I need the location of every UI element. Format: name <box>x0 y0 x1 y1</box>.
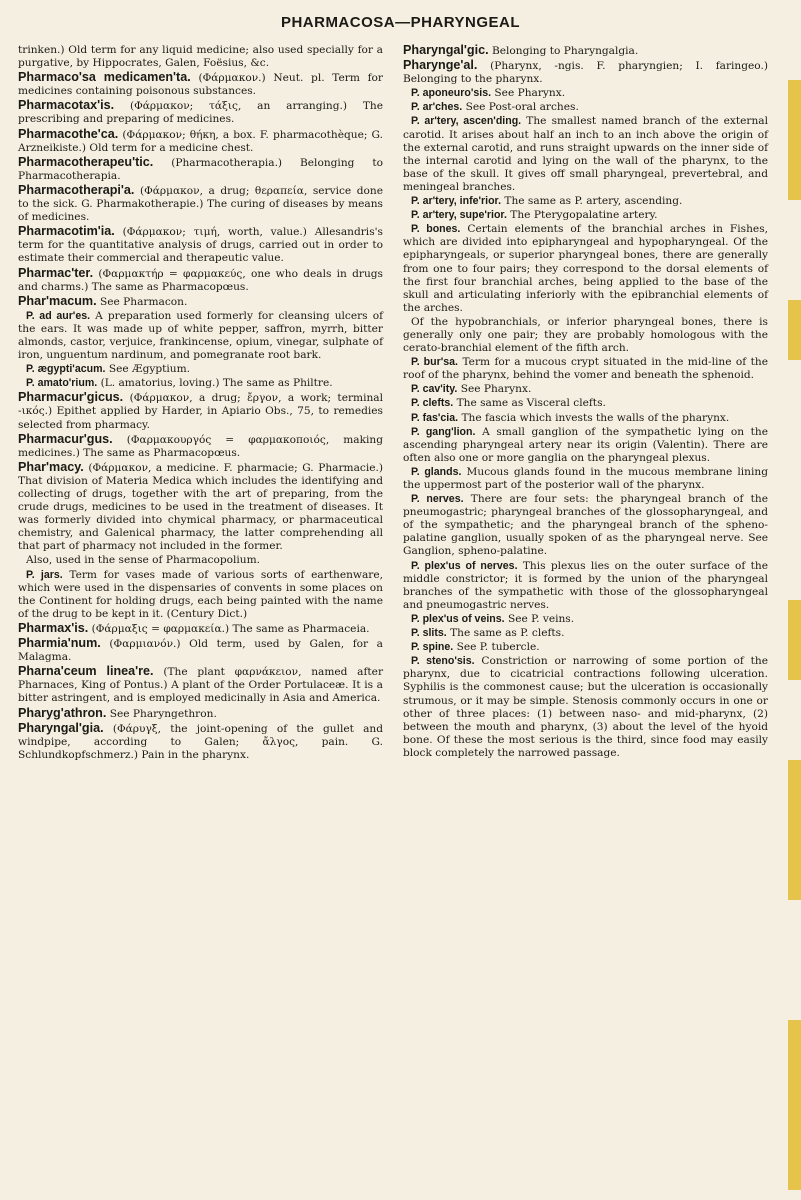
entry-text: Belonging to Pharyngalgia. <box>491 45 639 57</box>
entry-headword: P. ar'tery, ascen'ding. <box>411 115 522 128</box>
dictionary-entry <box>18 128 383 155</box>
dictionary-entry <box>18 267 383 294</box>
dictionary-entry <box>18 363 383 376</box>
entry-text: (Φαρμακτήρ = φαρμακεύς, one who deals in drugs and charms.) The same as Pharmacopœus. <box>18 267 383 293</box>
entry-text: Certain elements of the branchial arches in Fishes, which are divided into epipharyngeal and hypopharyngeal. Of the epipharyngeals, or superior pharyngeal bones, there are generally from one to four pairs; they correspond to the dorsal elements of the first four branchial arches, being applied to the base of the skull and articulating inferiorly with the epibranchial elements of the arches. <box>403 223 768 314</box>
edge-mark <box>788 760 801 900</box>
dictionary-entry <box>403 641 768 654</box>
dictionary-entry <box>18 71 383 98</box>
entry-headword: P. cav'ity. <box>411 383 458 396</box>
edge-mark <box>788 600 801 680</box>
dictionary-entry <box>403 397 768 410</box>
entry-text: Constriction or narrowing of some portion of the pharynx, due to cicatricial contractions following ulceration. Syphilis is the commonest cause; but the ulceration is occasionally strumous, or it may be simple. Stenosis commonly occurs in one or other of three places: (1) between naso- and mid-pharynx, (2) between the mouth and pharynx, (3) about the level of the hyoid bone. Of these the most serious is the third, since food may easily block completely the narrowed passage. <box>403 655 768 759</box>
dictionary-entry <box>18 377 383 390</box>
dictionary-entry <box>403 44 768 58</box>
entry-text: (Pharynx, -ngis. F. pharyngien; I. faringeo.) Belonging to the pharynx. <box>403 60 768 86</box>
dictionary-entry <box>18 637 383 664</box>
entry-headword: P. plex'us of nerves. <box>411 559 518 572</box>
dictionary-entry <box>403 560 768 612</box>
entry-headword: P. ad aur'es. <box>26 309 91 322</box>
entry-text: (Φαρμακουργός = φαρμακοποιός, making medicines.) The same as Pharmacopœus. <box>18 433 383 459</box>
entry-headword: Pharmacur'gicus. <box>18 390 124 405</box>
entry-headword: P. steno'sis. <box>411 655 475 668</box>
dictionary-entry <box>18 622 383 636</box>
entry-headword: Pharynge'al. <box>403 58 478 73</box>
entry-text: Of the hypobranchials, or inferior pharyngeal bones, there is generally only one pair; they are probably homologous with the cerato-branchial element of the fifth arch. <box>403 315 768 355</box>
entry-headword: Pharmacothe'ca. <box>18 126 119 141</box>
entry-headword: P. slits. <box>411 627 447 640</box>
entry-text: See Post-oral arches. <box>465 101 579 114</box>
entry-text: A small ganglion of the sympathetic lying on the ascending pharyngeal artery near its origin (Valentin). There are often also one or more ganglia on the pharyngeal plexus. <box>403 425 768 464</box>
dictionary-entry <box>18 665 383 705</box>
entry-text: See Pharmacon. <box>99 295 188 308</box>
page-edge-marks <box>787 40 801 1200</box>
entry-headword: P. ar'ches. <box>411 101 463 114</box>
dictionary-entry <box>18 225 383 265</box>
entry-text: A preparation used formerly for cleansing ulcers of the ears. It was made up of white pepper, saffron, myrrh, bitter almonds, castor, verjuice, frankincense, opium, vinegar, sulphate of iron, unguentum nardinum, and pomegranate root bark. <box>18 309 383 362</box>
entry-text: (Φάρμακον.) Neut. pl. Term for medicines containing poisonous substances. <box>18 72 383 98</box>
entry-text: Mucous glands found in the mucous membrane lining the uppermost part of the posterior wall of the pharynx. <box>403 465 768 491</box>
dictionary-entry <box>18 433 383 460</box>
dictionary-entry <box>403 655 768 760</box>
entry-text: See Ægyptium. <box>108 363 191 376</box>
entry-text: (L. amatorius, loving.) The same as Philtre. <box>100 377 333 390</box>
dictionary-entry <box>403 466 768 492</box>
entry-headword: Pharyngal'gia. <box>18 720 104 735</box>
entry-headword: P. fas'cia. <box>411 411 459 424</box>
entry-headword: Phar'macy. <box>18 459 84 474</box>
dictionary-entry <box>403 383 768 396</box>
entry-text: (Φάρυγξ, the joint-opening of the gullet and windpipe, according to Galen; ἄλγος, pain. G. Schlundkopfschmerz.) Pain in the pharynx. <box>18 722 383 761</box>
entry-text: The same as P. artery, ascending. <box>504 195 683 208</box>
dictionary-entry <box>18 707 383 721</box>
dictionary-entry <box>18 569 383 621</box>
entry-headword: Pharmaco'sa medicamen'ta. <box>18 70 191 85</box>
dictionary-entry <box>403 613 768 626</box>
edge-mark <box>788 80 801 200</box>
entry-headword: P. aponeuro'sis. <box>411 87 492 100</box>
entry-headword: P. bur'sa. <box>411 356 458 369</box>
dictionary-entry <box>403 195 768 208</box>
entry-headword: Pharyngal'gic. <box>403 43 489 57</box>
entry-headword: P. gang'lion. <box>411 425 476 438</box>
dictionary-entry <box>403 115 768 194</box>
dictionary-entry <box>18 461 383 554</box>
entry-headword: Pharmacotherapeu'tic. <box>18 154 154 169</box>
entry-headword: P. ar'tery, supe'rior. <box>411 209 507 222</box>
entry-text: (Φάρμακον; θήκη, a box. F. pharmacothèque; G. Arzneikiste.) Old term for a medicine chest. <box>18 128 383 154</box>
entry-headword: P. jars. <box>26 568 63 581</box>
entry-headword: P. bones. <box>411 223 461 236</box>
entry-headword: Pharmacotherapi'a. <box>18 182 135 197</box>
entry-text: The smallest named branch of the external carotid. It arises about half an inch to an inch above the origin of the external carotid, and runs straight upwards on the inner side of the internal carotid and lying on the wall of the pharynx, to the base of the skull. It gives off small pharyngeal, prevertebral, and meningeal branches. <box>403 115 768 193</box>
entry-headword: P. plex'us of veins. <box>411 612 505 625</box>
entry-headword: P. nerves. <box>411 493 464 506</box>
entry-text: See Pharynx. <box>460 383 532 396</box>
dictionary-entry <box>18 310 383 362</box>
entry-text: See P. tubercle. <box>456 641 540 654</box>
entry-headword: Pharna'ceum linea're. <box>18 664 154 679</box>
dictionary-entry <box>403 209 768 222</box>
entry-headword: P. ar'tery, infe'rior. <box>411 195 502 208</box>
dictionary-entry <box>18 554 383 567</box>
entry-headword: P. clefts. <box>411 397 454 410</box>
entry-headword: Pharmac'ter. <box>18 265 94 280</box>
entry-headword: Pharmacur'gus. <box>18 431 113 446</box>
dictionary-entry <box>403 356 768 382</box>
entry-headword: P. amato'rium. <box>26 377 98 390</box>
entry-text: The same as P. clefts. <box>450 627 565 640</box>
entry-text: (Φαρμιανόν.) Old term, used by Galen, for a Malagma. <box>18 638 383 664</box>
dictionary-entry <box>403 316 768 355</box>
entry-headword: Pharmacotax'is. <box>18 98 115 113</box>
entry-text: (Φάρμακον; τάξις, an arranging.) The prescribing and preparing of medicines. <box>18 100 383 126</box>
dictionary-entry <box>18 99 383 126</box>
edge-mark <box>788 1020 801 1190</box>
dictionary-entry <box>18 722 383 762</box>
entry-text: The fascia which invests the walls of the pharynx. <box>461 411 730 424</box>
dictionary-entry <box>403 87 768 100</box>
dictionary-entry <box>403 223 768 315</box>
entry-text: trinken.) Old term for any liquid medicine; also used specially for a purgative, by Hippocrates, Galen, Foësius, &c. <box>18 44 383 70</box>
dictionary-entry <box>18 184 383 224</box>
entry-text: See P. veins. <box>507 612 575 625</box>
entry-headword: Pharmax'is. <box>18 620 89 635</box>
entry-text: See Pharynx. <box>494 87 566 100</box>
dictionary-entry <box>18 391 383 431</box>
dictionary-entry <box>403 59 768 86</box>
entry-text: (Φάρμακον, a drug; ἔργον, a work; terminal -ικός.) Epithet applied by Harder, in Apiario Obs., 75, to remedies selected from pharmacy. <box>18 392 383 431</box>
dictionary-entry <box>18 295 383 309</box>
entry-headword: Phar'macum. <box>18 293 97 308</box>
dictionary-entry <box>403 101 768 114</box>
dictionary-entry <box>403 493 768 558</box>
entry-text: (Φάρμακον, a drug; θεραπεία, service done to the sick. G. Pharmakotherapie.) The curing of diseases by means of medicines. <box>18 184 383 224</box>
entry-text: (Pharmacotherapia.) Belonging to Pharmacotherapia. <box>18 156 383 182</box>
entry-headword: Pharyg'athron. <box>18 705 107 720</box>
running-head: PHARMACOSA—PHARYNGEAL <box>280 14 521 31</box>
entry-headword: P. ægypti'acum. <box>26 363 106 376</box>
entry-text: Term for vases made of various sorts of earthenware, which were used in the dispensaries of convents in some places on the Continent for holding drugs, each being painted with the name of the drug to be kept in it. (Century Dict.) <box>18 568 383 620</box>
entry-text: The same as Visceral clefts. <box>456 397 606 410</box>
entry-headword: P. spine. <box>411 641 454 654</box>
edge-mark <box>788 300 801 360</box>
entry-text: (Φάρμαξις = φαρμακεία.) The same as Pharmaceia. <box>91 622 370 635</box>
dictionary-entry <box>18 156 383 183</box>
entry-text: There are four sets: the pharyngeal branch of the pneumogastric; pharyngeal branches of the glossopharyngeal, and of the sympathetic; and the pharyngeal branch of the spheno-palatine ganglion, usually spoken of as the pharyngeal nerve. See Ganglion, spheno-palatine. <box>403 493 768 558</box>
entry-text: (The plant φαρνάκειον, named after Pharnaces, King of Pontus.) A plant of the Order Portulaceæ. It is a bitter astringent, and is employed medicinally in Asia and America. <box>18 666 384 705</box>
entry-text: See Pharyngethron. <box>109 707 217 720</box>
dictionary-entry <box>403 627 768 640</box>
entry-headword: P. glands. <box>411 465 462 478</box>
entry-headword: Pharmia'num. <box>18 636 101 651</box>
right-column <box>403 44 768 761</box>
entry-text: (Φάρμακον; τιμή, worth, value.) Allesandris's term for the quantitative analysis of drugs, carried out in order to estimate their commercial and therapeutic value. <box>18 226 383 265</box>
dictionary-entry <box>18 44 383 70</box>
entry-text: (Φάρμακον, a medicine. F. pharmacie; G. Pharmacie.) That division of Materia Medica which includes the identifying and collecting of drugs, together with the art of preparing, from the crude drugs, medicines to be used in the treatment of diseases. It was formerly divided into chymical pharmacy, or pharmaceutical chemistry, and Galenical pharmacy, the latter comprehending all that part of pharmacy not included in the former. <box>18 461 383 553</box>
entry-text: Also, used in the sense of Pharmacopolium. <box>26 554 261 567</box>
entry-text: The Pterygopalatine artery. <box>510 209 658 222</box>
entry-text: Term for a mucous crypt situated in the mid-line of the roof of the pharynx, behind the vomer and beneath the sphenoid. <box>403 356 769 382</box>
entry-text: This plexus lies on the outer surface of the middle constrictor; it is formed by the union of the pharyngeal branches of the sympathetic with those of the glossopharyngeal and pneumogastric nerves. <box>403 559 769 611</box>
left-column <box>18 44 383 763</box>
dictionary-entry <box>403 412 768 425</box>
entry-headword: Pharmacotim'ia. <box>18 224 115 239</box>
dictionary-entry <box>403 426 768 465</box>
